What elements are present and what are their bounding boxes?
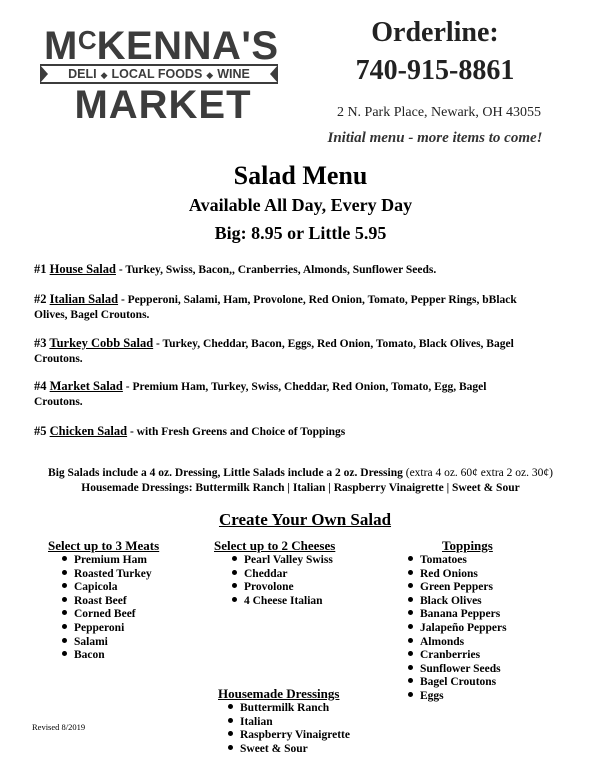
dressing-size-note	[0, 466, 601, 481]
bullet-icon	[408, 678, 413, 683]
price-line: Big: 8.95 or Little 5.95	[214, 223, 387, 243]
bullet-icon	[62, 610, 67, 615]
meat-item	[62, 581, 159, 595]
salad-name: Turkey Cobb Salad	[49, 336, 154, 350]
bullet-icon	[62, 597, 67, 602]
topping-item-label: Cranberries	[420, 649, 481, 662]
meat-item	[62, 649, 159, 663]
logo-title-m: M	[44, 24, 78, 68]
bullet-icon	[408, 610, 413, 615]
bullet-icon	[62, 638, 67, 643]
cheese-item-label: Cheddar	[244, 567, 288, 580]
bullet-icon	[62, 570, 67, 575]
meat-item-label: Salami	[74, 635, 108, 648]
logo-band-deli: DELI	[68, 67, 97, 81]
meat-item	[62, 636, 159, 650]
meat-item-label: Pepperoni	[74, 621, 125, 634]
cheese-item-label: 4 Cheese Italian	[244, 594, 323, 607]
bullet-icon	[408, 570, 413, 575]
dressing-item	[228, 702, 350, 716]
salad-number: #5	[34, 424, 50, 438]
dressings-column	[218, 686, 350, 756]
cheese-item	[232, 568, 335, 582]
salad-description: - Premium Ham, Turkey, Swiss, Cheddar, Red Onion, Tomato, Egg, Bagel Croutons.	[34, 381, 487, 408]
bullet-icon	[228, 718, 233, 723]
housemade-dressings-note: Housemade Dressings: Buttermilk Ranch | Italian | Raspberry Vinaigrette | Sweet & Sour	[81, 482, 520, 494]
salad-description: - Turkey, Swiss, Bacon,, Cranberries, Almonds, Sunflower Seeds.	[115, 264, 437, 276]
meat-item-label: Roasted Turkey	[74, 567, 152, 580]
topping-item-label: Bagel Croutons	[420, 676, 497, 689]
salad-name: Italian Salad	[49, 292, 119, 306]
salad-description: - Pepperoni, Salami, Ham, Provolone, Red Onion, Tomato, Pepper Rings, bBlack Olives, Bagel Croutons.	[34, 294, 517, 321]
dressing-item-label: Raspberry Vinaigrette	[240, 729, 350, 742]
bullet-icon	[232, 583, 237, 588]
bullet-icon	[408, 692, 413, 697]
bullet-icon	[232, 570, 237, 575]
toppings-column	[408, 538, 507, 704]
meats-heading: Select up to 3 Meats	[48, 538, 160, 553]
salad-description: - Turkey, Cheddar, Bacon, Eggs, Red Onion, Tomato, Black Olives, Bagel Croutons.	[34, 338, 514, 365]
meat-item	[62, 595, 159, 609]
logo-band	[40, 64, 278, 84]
topping-item	[408, 649, 507, 663]
availability-subtitle: Available All Day, Every Day	[188, 195, 413, 215]
bullet-icon	[232, 556, 237, 561]
cheese-item	[232, 554, 335, 568]
topping-item	[408, 676, 507, 690]
logo-title-rest: KENNA'S	[96, 24, 279, 68]
topping-item-label: Almonds	[420, 635, 465, 648]
topping-item-label: Jalapeño Peppers	[420, 621, 507, 634]
cheeses-column	[214, 538, 335, 608]
topping-item	[408, 608, 507, 622]
salad-name: Market Salad	[49, 379, 123, 393]
bullet-icon	[228, 731, 233, 736]
meat-item-label: Roast Beef	[74, 594, 127, 607]
dressing-item-label: Sweet & Sour	[240, 742, 308, 755]
bullet-icon	[408, 651, 413, 656]
topping-item	[408, 554, 507, 568]
meats-column	[48, 538, 159, 663]
cheeses-list	[232, 554, 335, 608]
topping-item	[408, 622, 507, 636]
topping-item	[408, 690, 507, 704]
orderline-phone: 740-915-8861	[355, 55, 515, 86]
store-address: 2 N. Park Place, Newark, OH 43055	[336, 105, 542, 120]
topping-item	[408, 636, 507, 650]
toppings-heading: Toppings	[442, 538, 493, 553]
bullet-icon	[408, 556, 413, 561]
topping-item	[408, 568, 507, 582]
logo-band-local-foods: LOCAL FOODS	[111, 67, 203, 81]
meat-item	[62, 622, 159, 636]
bullet-icon	[408, 638, 413, 643]
salad-description: - with Fresh Greens and Choice of Toppings	[127, 426, 346, 438]
topping-item-label: Tomatoes	[420, 554, 467, 566]
salad-item-3	[34, 336, 554, 367]
orderline-label: Orderline:	[371, 17, 499, 48]
dressing-item	[228, 743, 350, 757]
topping-item-label: Black Olives	[420, 594, 482, 607]
dressing-item	[228, 729, 350, 743]
dressing-item-label: Italian	[240, 715, 273, 728]
salad-item-5	[34, 424, 554, 440]
meat-item-label: Bacon	[74, 649, 105, 662]
salad-number: #4	[34, 379, 50, 393]
cheese-item-label: Provolone	[244, 581, 294, 594]
initial-menu-note: Initial menu - more items to come!	[327, 130, 543, 146]
bullet-icon	[408, 597, 413, 602]
create-your-own-title: Create Your Own Salad	[218, 510, 392, 529]
dressings-list	[228, 702, 350, 756]
diamond-icon: ◆	[206, 70, 214, 80]
salad-item-4	[34, 379, 504, 410]
bullet-icon	[232, 597, 237, 602]
topping-item	[408, 581, 507, 595]
topping-item-label: Sunflower Seeds	[420, 662, 501, 675]
salad-name: Chicken Salad	[49, 424, 128, 438]
revised-date: Revised 8/2019	[32, 722, 86, 732]
diamond-icon: ◆	[100, 70, 108, 80]
meat-item	[62, 568, 159, 582]
meat-item-label: Capicola	[74, 581, 118, 594]
logo-band-wine: WINE	[217, 67, 250, 81]
salad-number: #3	[34, 336, 50, 350]
cheese-item	[232, 595, 335, 609]
bullet-icon	[228, 745, 233, 750]
topping-item-label: Eggs	[420, 689, 444, 702]
meat-item-label: Corned Beef	[74, 608, 136, 621]
bullet-icon	[408, 665, 413, 670]
toppings-list	[408, 554, 507, 704]
bullet-icon	[228, 704, 233, 709]
cheese-item	[232, 581, 335, 595]
meats-list	[62, 554, 159, 663]
logo-market: MARKET	[74, 83, 252, 127]
meat-item	[62, 608, 159, 622]
dressing-item-label: Buttermilk Ranch	[240, 702, 330, 714]
salad-item-2	[34, 292, 524, 323]
topping-item	[408, 595, 507, 609]
bullet-icon	[62, 583, 67, 588]
dressing-extra-price: (extra 4 oz. 60¢ extra 2 oz. 30¢)	[402, 467, 553, 479]
cheese-item-label: Pearl Valley Swiss	[244, 554, 333, 566]
bullet-icon	[408, 583, 413, 588]
topping-item-label: Banana Peppers	[420, 608, 501, 621]
topping-item-label: Green Peppers	[420, 581, 493, 594]
logo-title	[44, 18, 279, 68]
dressing-size-note-bold: Big Salads include a 4 oz. Dressing, Little Salads include a 2 oz. Dressing	[48, 467, 403, 479]
dressings-heading: Housemade Dressings	[218, 686, 340, 701]
bullet-icon	[62, 624, 67, 629]
page-title: Salad Menu	[233, 161, 368, 190]
dressing-item	[228, 716, 350, 730]
cheeses-heading: Select up to 2 Cheeses	[214, 538, 336, 553]
meat-item-label: Premium Ham	[74, 554, 147, 566]
meat-item	[62, 554, 159, 568]
salad-item-1	[34, 262, 554, 278]
bullet-icon	[62, 556, 67, 561]
topping-item	[408, 663, 507, 677]
topping-item-label: Red Onions	[420, 567, 478, 580]
bullet-icon	[62, 651, 67, 656]
logo-title-c: C	[77, 25, 97, 55]
salad-name: House Salad	[49, 262, 116, 276]
bullet-icon	[408, 624, 413, 629]
salad-number: #2	[34, 292, 50, 306]
salad-number: #1	[34, 262, 50, 276]
